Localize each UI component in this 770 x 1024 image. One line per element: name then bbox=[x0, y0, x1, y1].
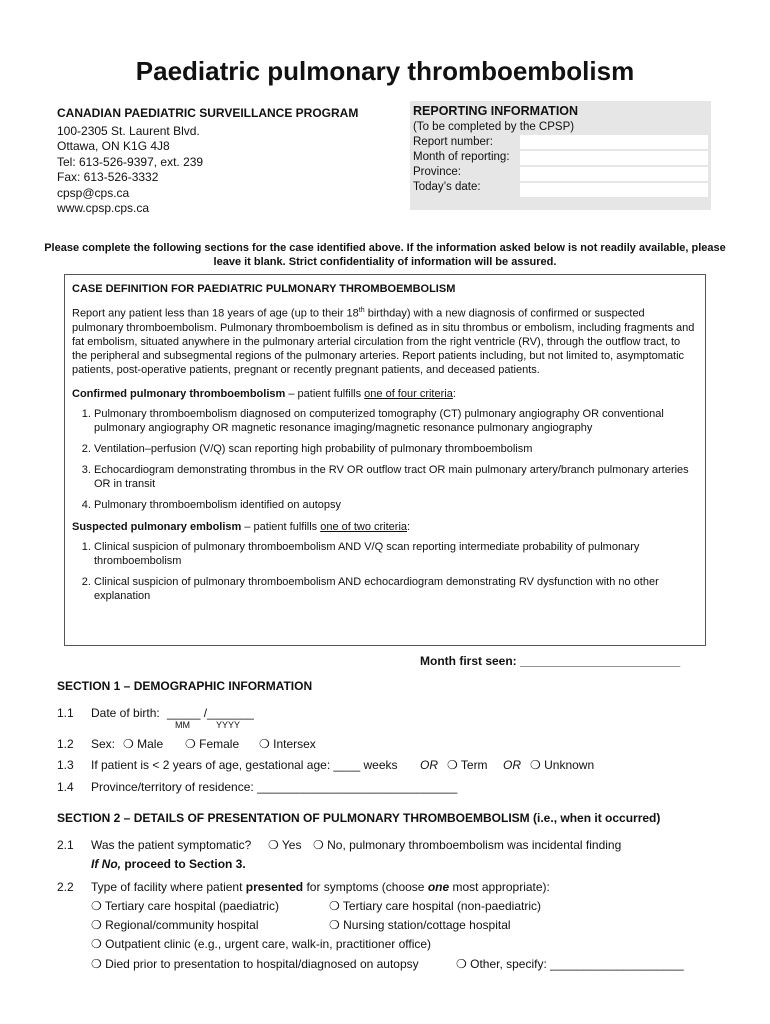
radio-icon: ❍ bbox=[530, 758, 541, 772]
suspected-criteria-heading: Suspected pulmonary embolism – patient fulfills one of two criteria: bbox=[72, 520, 411, 533]
question-1-1: 1.1 Date of birth: _____ /_______ MM YYYY bbox=[57, 706, 254, 730]
section-1-title: SECTION 1 – DEMOGRAPHIC INFORMATION bbox=[57, 679, 313, 693]
gestational-age-field[interactable]: If patient is < 2 years of age, gestational age: ____ weeks bbox=[91, 758, 398, 772]
radio-icon: ❍ bbox=[91, 957, 102, 971]
radio-icon: ❍ bbox=[456, 957, 467, 971]
sex-female-radio[interactable]: ❍ Female bbox=[185, 737, 240, 751]
term-radio[interactable]: ❍ Term bbox=[447, 758, 488, 772]
radio-icon: ❍ bbox=[447, 758, 458, 772]
phone: Tel: 613-526-9397, ext. 239 bbox=[57, 154, 204, 169]
province-label: Province: bbox=[413, 166, 461, 178]
radio-icon: ❍ bbox=[123, 737, 134, 751]
radio-icon: ❍ bbox=[259, 737, 270, 751]
todays-date-label: Today’s date: bbox=[413, 181, 481, 193]
radio-icon: ❍ bbox=[91, 937, 102, 951]
page-title: Paediatric pulmonary thromboembolism bbox=[135, 56, 635, 86]
question-2-2: 2.2 Type of facility where patient presented for symptoms (choose one most appropriate): ❍ Tertiary care hospital (paediatric) ❍ Tertiary care hospital (non-paediatric) ❍ Regional/community hospital ❍ Nursing station/cottage hospital ❍ Outpatient clinic (e.g., urgent care, walk-in, practitioner office) ❍ Died prior to presentation to hospital/diagnosed on autopsy ❍ Other, specify: ____________________ bbox=[57, 880, 684, 971]
confirmed-criterion: 3. Echocardiogram demonstrating thrombus in the RV OR outflow tract OR main pulmonary artery/branch pulmonary arteries OR in transit bbox=[94, 463, 696, 491]
facility-tertiary-non-paediatric-radio[interactable]: ❍ Tertiary care hospital (non-paediatric) bbox=[329, 899, 541, 913]
question-1-2: 1.2 Sex: ❍ Male ❍ Female ❍ Intersex bbox=[57, 737, 316, 751]
website: www.cpsp.cps.ca bbox=[57, 201, 150, 215]
fax: Fax: 613-526-3332 bbox=[57, 170, 159, 184]
symptomatic-no-radio[interactable]: ❍ No, pulmonary thromboembolism was incidental finding bbox=[313, 838, 622, 852]
month-reporting-field[interactable] bbox=[520, 151, 708, 165]
confirmed-criteria-heading: Confirmed pulmonary thromboembolism – patient fulfills one of four criteria: bbox=[72, 387, 456, 400]
case-definition-text: Report any patient less than 18 years of age (up to their 18th birthday) with a new diagnosis of confirmed or suspected pulmonary thromboembolism. Pulmonary thromboembolism is defined as in situ thrombus or embolism, including fragments and fat embolism, situated anywhere in the pulmonary arterial circulation from the right ventricle (RV), through the outflow tract, to the peripheral and subsegmental regions of the pulmonary arteries. Report patients including, but not limited to, asymptomatic patients, post-operative patients, pregnant or recently pregnant patients, and deceased patients. bbox=[72, 307, 695, 376]
instructions: Please complete the following sections for the case identified above. If the information asked below is not readily available, please leave it blank. Strict confidentiality of information will be assured. bbox=[44, 242, 726, 268]
month-first-seen-field[interactable]: Month first seen: ________________________ bbox=[420, 654, 681, 668]
confirmed-criterion: 1. Pulmonary thromboembolism diagnosed on computerized tomography (CT) pulmonary angiography OR conventional pulmonary angiography OR magnetic resonance imaging/magnetic resonance pulmonary angiography bbox=[94, 407, 696, 435]
todays-date-field[interactable] bbox=[520, 183, 708, 197]
report-number-label: Report number: bbox=[413, 136, 493, 148]
facility-other-radio[interactable]: ❍ Other, specify: ____________________ bbox=[456, 957, 684, 971]
skip-instruction: If No, proceed to Section 3. bbox=[91, 857, 246, 871]
unknown-radio[interactable]: ❍ Unknown bbox=[530, 758, 595, 772]
radio-icon: ❍ bbox=[313, 838, 324, 852]
radio-icon: ❍ bbox=[268, 838, 279, 852]
reporting-information-box bbox=[410, 101, 711, 210]
province-residence-field[interactable]: Province/territory of residence: ______________________________ bbox=[91, 780, 458, 794]
facility-tertiary-paediatric-radio[interactable]: ❍ Tertiary care hospital (paediatric) bbox=[91, 899, 279, 913]
address-line: 100-2305 St. Laurent Blvd. bbox=[57, 123, 200, 138]
confirmed-criterion: 4. Pulmonary thromboembolism identified on autopsy bbox=[94, 498, 696, 512]
report-number-field[interactable] bbox=[520, 135, 708, 149]
suspected-criterion: 1. Clinical suspicion of pulmonary thromboembolism AND V/Q scan reporting intermediate probability of pulmonary thromboembolism bbox=[94, 540, 696, 568]
question-2-1: 2.1 Was the patient symptomatic? ❍ Yes ❍ No, pulmonary thromboembolism was incidental finding If No, proceed to Section 3. bbox=[57, 838, 622, 871]
sex-male-radio[interactable]: ❍ Male bbox=[123, 737, 164, 751]
sex-intersex-radio[interactable]: ❍ Intersex bbox=[259, 737, 316, 751]
confirmed-criterion: 2. Ventilation–perfusion (V/Q) scan reporting high probability of pulmonary thromboembolism bbox=[94, 442, 696, 456]
radio-icon: ❍ bbox=[329, 918, 340, 932]
month-reporting-label: Month of reporting: bbox=[413, 151, 510, 163]
case-definition-heading: CASE DEFINITION FOR PAEDIATRIC PULMONARY THROMBOEMBOLISM bbox=[72, 283, 456, 295]
suspected-criterion: 2. Clinical suspicion of pulmonary thromboembolism AND echocardiogram demonstrating RV dysfunction with no other explanation bbox=[94, 575, 696, 603]
radio-icon: ❍ bbox=[185, 737, 196, 751]
symptomatic-yes-radio[interactable]: ❍ Yes bbox=[268, 838, 302, 852]
province-field[interactable] bbox=[520, 167, 708, 181]
organization-address bbox=[57, 106, 358, 217]
facility-regional-radio[interactable]: ❍ Regional/community hospital bbox=[91, 918, 259, 932]
facility-died-radio[interactable]: ❍ Died prior to presentation to hospital/diagnosed on autopsy bbox=[91, 957, 419, 971]
radio-icon: ❍ bbox=[91, 918, 102, 932]
facility-outpatient-radio[interactable]: ❍ Outpatient clinic (e.g., urgent care, walk-in, practitioner office) bbox=[91, 937, 432, 951]
section-2-title: SECTION 2 – DETAILS OF PRESENTATION OF PULMONARY THROMBOEMBOLISM (i.e., when it occurred) bbox=[57, 811, 661, 825]
radio-icon: ❍ bbox=[91, 899, 102, 913]
org-name: CANADIAN PAEDIATRIC SURVEILLANCE PROGRAM bbox=[57, 106, 359, 120]
email: cpsp@cps.ca bbox=[57, 185, 130, 200]
reporting-note: (To be completed by the CPSP) bbox=[413, 121, 575, 133]
radio-icon: ❍ bbox=[329, 899, 340, 913]
address-line: Ottawa, ON K1G 4J8 bbox=[57, 139, 170, 153]
facility-nursing-radio[interactable]: ❍ Nursing station/cottage hospital bbox=[329, 918, 511, 932]
question-1-4: 1.4 Province/territory of residence: ______________________________ bbox=[57, 780, 458, 794]
case-definition-box bbox=[64, 274, 706, 646]
reporting-title: REPORTING INFORMATION bbox=[413, 104, 579, 118]
question-1-3: 1.3 If patient is < 2 years of age, gestational age: ____ weeks OR ❍ Term OR ❍ Unknown bbox=[57, 758, 595, 772]
date-of-birth-field[interactable]: _____ /_______ bbox=[167, 706, 254, 720]
